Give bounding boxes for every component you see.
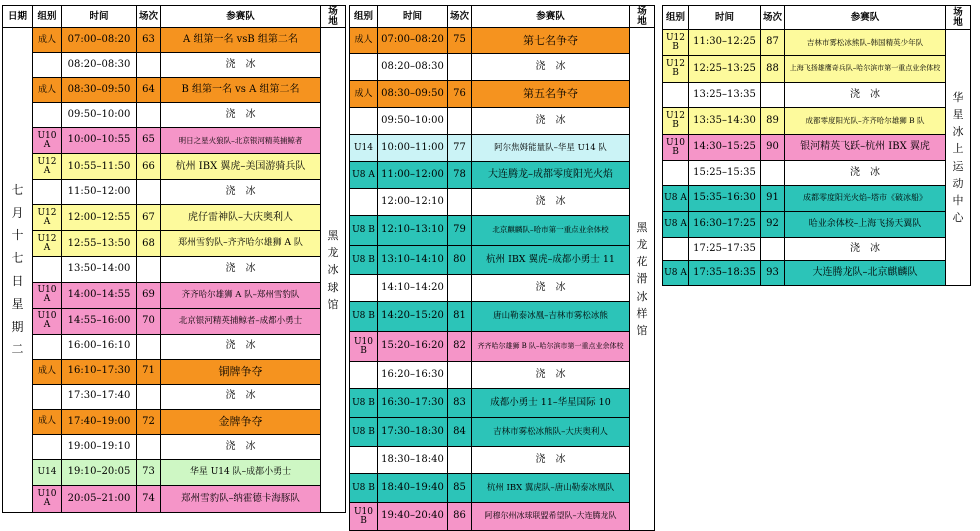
header-time: 时间 bbox=[62, 6, 137, 28]
match-cell: 齐齐哈尔雄狮 A 队–郑州雪豹队 bbox=[161, 282, 321, 308]
match-cell: 上海飞扬雄鹰奇兵队–哈尔滨市第一重点业余体校 bbox=[785, 56, 946, 83]
time-cell: 16:00–16:10 bbox=[62, 334, 137, 359]
time-cell: 12:00–12:55 bbox=[62, 205, 137, 231]
match-no-cell: 73 bbox=[137, 459, 161, 485]
header-date: 日期 bbox=[3, 6, 33, 28]
match-cell: 大连腾龙–成都零度阳光火焰 bbox=[472, 162, 630, 189]
time-cell: 08:20–08:30 bbox=[62, 53, 137, 78]
time-cell: 16:10–17:30 bbox=[62, 359, 137, 384]
match-no-cell: 67 bbox=[137, 205, 161, 231]
time-cell: 13:50–14:00 bbox=[62, 257, 137, 282]
match-no-cell bbox=[137, 257, 161, 282]
match-no-cell bbox=[137, 384, 161, 409]
match-no-cell bbox=[137, 180, 161, 205]
header-time: 时间 bbox=[689, 6, 761, 30]
match-no-cell: 83 bbox=[448, 389, 472, 418]
group-cell: U12 A bbox=[33, 154, 62, 180]
match-no-cell: 75 bbox=[448, 28, 472, 54]
match-cell: 华星 U14 队–成都小勇士 bbox=[161, 459, 321, 485]
match-no-cell bbox=[448, 447, 472, 474]
group-cell: U8 B bbox=[350, 246, 378, 275]
match-cell: 浇 冰 bbox=[472, 108, 630, 135]
time-cell: 17:35–18:35 bbox=[689, 261, 761, 286]
match-no-cell: 74 bbox=[137, 485, 161, 512]
match-cell: 杭州 IBX 翼虎队–唐山勒泰冰凰队 bbox=[472, 474, 630, 503]
header-match-no: 场次 bbox=[761, 6, 785, 30]
match-cell: 成都零度阳光火焰–塔市《破冰船》 bbox=[785, 186, 946, 212]
group-cell bbox=[350, 447, 378, 474]
group-cell: U12 B bbox=[663, 56, 689, 83]
group-cell: U14 bbox=[350, 135, 378, 162]
match-cell: 浇 冰 bbox=[472, 54, 630, 81]
match-no-cell: 76 bbox=[448, 81, 472, 108]
time-cell: 08:30–09:50 bbox=[378, 81, 448, 108]
time-cell: 15:35–16:30 bbox=[689, 186, 761, 212]
match-cell: 浇 冰 bbox=[161, 53, 321, 78]
group-cell: U10 A bbox=[33, 308, 62, 334]
group-cell: U12 B bbox=[663, 108, 689, 135]
match-cell: 金牌争夺 bbox=[161, 409, 321, 434]
time-cell: 19:00–19:10 bbox=[62, 434, 137, 459]
match-no-cell bbox=[448, 54, 472, 81]
time-cell: 18:40–19:40 bbox=[378, 474, 448, 503]
time-cell: 12:25–13:25 bbox=[689, 56, 761, 83]
match-no-cell: 93 bbox=[761, 261, 785, 286]
time-cell: 07:00–08:20 bbox=[62, 28, 137, 53]
time-cell: 13:25–13:35 bbox=[689, 83, 761, 108]
match-cell: 杭州 IBX 翼虎–美国游骑兵队 bbox=[161, 154, 321, 180]
group-cell bbox=[663, 238, 689, 261]
match-cell: 浇 冰 bbox=[161, 334, 321, 359]
match-no-cell: 65 bbox=[137, 128, 161, 154]
time-cell: 10:00–11:00 bbox=[378, 135, 448, 162]
match-no-cell: 72 bbox=[137, 409, 161, 434]
time-cell: 08:20–08:30 bbox=[378, 54, 448, 81]
group-cell: U8 A bbox=[663, 261, 689, 286]
match-cell: 郑州雪豹队–纳霍德卡海豚队 bbox=[161, 485, 321, 512]
time-cell: 17:25–17:35 bbox=[689, 238, 761, 261]
group-cell bbox=[663, 83, 689, 108]
group-cell bbox=[350, 189, 378, 216]
time-cell: 17:30–17:40 bbox=[62, 384, 137, 409]
match-no-cell: 88 bbox=[761, 56, 785, 83]
header-teams: 参赛队 bbox=[785, 6, 946, 30]
schedule-table-3 bbox=[662, 5, 971, 286]
group-cell: U8 A bbox=[663, 186, 689, 212]
group-cell: U10 B bbox=[663, 135, 689, 161]
date-cell: 七月十七日星期二 bbox=[3, 28, 33, 513]
match-cell: 浇 冰 bbox=[161, 434, 321, 459]
match-no-cell bbox=[448, 275, 472, 302]
match-no-cell: 90 bbox=[761, 135, 785, 161]
group-cell bbox=[33, 53, 62, 78]
group-cell: 成人 bbox=[33, 78, 62, 103]
header-group: 组别 bbox=[350, 6, 378, 28]
venue-cell: 黑龙冰球馆 bbox=[321, 28, 346, 513]
match-cell: 北京银河精英捕鲸者–成都小勇士 bbox=[161, 308, 321, 334]
match-cell: 铜牌争夺 bbox=[161, 359, 321, 384]
match-cell: 浇 冰 bbox=[472, 447, 630, 474]
match-no-cell bbox=[137, 334, 161, 359]
time-cell: 10:00–10:55 bbox=[62, 128, 137, 154]
group-cell: U14 bbox=[33, 459, 62, 485]
match-cell: 阿尔焦姆能量队–华星 U14 队 bbox=[472, 135, 630, 162]
match-no-cell: 89 bbox=[761, 108, 785, 135]
time-cell: 15:20–16:20 bbox=[378, 332, 448, 362]
match-no-cell: 81 bbox=[448, 302, 472, 332]
group-cell bbox=[33, 434, 62, 459]
match-cell: 杭州 IBX 翼虎–成都小勇士 11 bbox=[472, 246, 630, 275]
match-no-cell bbox=[761, 238, 785, 261]
time-cell: 09:50–10:00 bbox=[378, 108, 448, 135]
match-cell: 吉林市雾松冰熊队–韩国精英少年队 bbox=[785, 30, 946, 56]
group-cell bbox=[33, 384, 62, 409]
match-no-cell: 82 bbox=[448, 332, 472, 362]
match-cell: 浇 冰 bbox=[472, 189, 630, 216]
match-no-cell bbox=[137, 434, 161, 459]
time-cell: 20:05–21:00 bbox=[62, 485, 137, 512]
group-cell bbox=[663, 161, 689, 186]
match-no-cell bbox=[761, 161, 785, 186]
match-cell: 浇 冰 bbox=[161, 103, 321, 128]
match-no-cell: 86 bbox=[448, 503, 472, 531]
group-cell: U10 B bbox=[350, 503, 378, 531]
group-cell: U8 B bbox=[350, 302, 378, 332]
match-no-cell: 92 bbox=[761, 212, 785, 238]
match-cell: 第五名争夺 bbox=[472, 81, 630, 108]
time-cell: 13:10–14:10 bbox=[378, 246, 448, 275]
group-cell: U12 A bbox=[33, 231, 62, 257]
match-no-cell: 66 bbox=[137, 154, 161, 180]
header-match-no: 场次 bbox=[137, 6, 161, 28]
group-cell: U10 A bbox=[33, 128, 62, 154]
time-cell: 11:50–12:00 bbox=[62, 180, 137, 205]
schedule-table-1 bbox=[2, 5, 346, 513]
match-cell: 浇 冰 bbox=[161, 257, 321, 282]
match-cell: 郑州雪豹队–齐齐哈尔雄狮 A 队 bbox=[161, 231, 321, 257]
header-venue: 场地 bbox=[946, 6, 971, 30]
match-no-cell: 91 bbox=[761, 186, 785, 212]
time-cell: 12:10–13:10 bbox=[378, 216, 448, 246]
time-cell: 10:55–11:50 bbox=[62, 154, 137, 180]
match-no-cell: 71 bbox=[137, 359, 161, 384]
time-cell: 17:30–18:30 bbox=[378, 418, 448, 447]
group-cell: U8 A bbox=[663, 212, 689, 238]
group-cell: 成人 bbox=[33, 28, 62, 53]
match-cell: 浇 冰 bbox=[472, 275, 630, 302]
time-cell: 13:35–14:30 bbox=[689, 108, 761, 135]
match-no-cell: 64 bbox=[137, 78, 161, 103]
group-cell: 成人 bbox=[350, 28, 378, 54]
match-no-cell bbox=[137, 53, 161, 78]
match-cell: 浇 冰 bbox=[785, 161, 946, 186]
group-cell bbox=[350, 54, 378, 81]
group-cell bbox=[350, 108, 378, 135]
header-match-no: 场次 bbox=[448, 6, 472, 28]
match-cell: 大连腾龙队–北京麒麟队 bbox=[785, 261, 946, 286]
match-cell: 阿穆尔州冰球联盟希望队–大连腾龙队 bbox=[472, 503, 630, 531]
match-no-cell: 85 bbox=[448, 474, 472, 503]
header-group: 组别 bbox=[663, 6, 689, 30]
match-no-cell bbox=[448, 362, 472, 389]
time-cell: 19:10–20:05 bbox=[62, 459, 137, 485]
match-cell: 吉林市雾松冰熊队–大庆奥利人 bbox=[472, 418, 630, 447]
match-no-cell: 68 bbox=[137, 231, 161, 257]
match-no-cell: 79 bbox=[448, 216, 472, 246]
match-no-cell: 77 bbox=[448, 135, 472, 162]
group-cell: U10 B bbox=[350, 332, 378, 362]
match-cell: 浇 冰 bbox=[161, 384, 321, 409]
header-time: 时间 bbox=[378, 6, 448, 28]
group-cell bbox=[33, 103, 62, 128]
match-no-cell: 84 bbox=[448, 418, 472, 447]
match-cell: 成都零度阳光队–齐齐哈尔雄狮 B 队 bbox=[785, 108, 946, 135]
group-cell: U8 B bbox=[350, 418, 378, 447]
schedule-table-2 bbox=[349, 5, 655, 531]
time-cell: 19:40–20:40 bbox=[378, 503, 448, 531]
match-cell: 虎仔雷神队–大庆奥利人 bbox=[161, 205, 321, 231]
group-cell bbox=[33, 334, 62, 359]
group-cell bbox=[350, 362, 378, 389]
match-cell: 哈业余体校–上海飞扬天翼队 bbox=[785, 212, 946, 238]
time-cell: 14:30–15:25 bbox=[689, 135, 761, 161]
match-no-cell: 63 bbox=[137, 28, 161, 53]
match-cell: 第七名争夺 bbox=[472, 28, 630, 54]
match-no-cell bbox=[761, 83, 785, 108]
match-cell: 成都小勇士 11–华星国际 10 bbox=[472, 389, 630, 418]
group-cell: U10 A bbox=[33, 282, 62, 308]
time-cell: 14:10–14:20 bbox=[378, 275, 448, 302]
group-cell: U8 B bbox=[350, 216, 378, 246]
time-cell: 14:55–16:00 bbox=[62, 308, 137, 334]
time-cell: 14:20–15:20 bbox=[378, 302, 448, 332]
match-cell: 浇 冰 bbox=[472, 362, 630, 389]
match-no-cell bbox=[137, 103, 161, 128]
group-cell bbox=[350, 275, 378, 302]
group-cell: U10 A bbox=[33, 485, 62, 512]
time-cell: 14:00–14:55 bbox=[62, 282, 137, 308]
header-group: 组别 bbox=[33, 6, 62, 28]
group-cell: U12 B bbox=[663, 30, 689, 56]
header-venue: 场地 bbox=[630, 6, 655, 28]
venue-cell: 黑龙花滑冰样馆 bbox=[630, 28, 655, 531]
group-cell: 成人 bbox=[350, 81, 378, 108]
match-cell: B 组第一名 vs A 组第二名 bbox=[161, 78, 321, 103]
time-cell: 09:50–10:00 bbox=[62, 103, 137, 128]
match-cell: 浇 冰 bbox=[161, 180, 321, 205]
match-cell: 明日之星火狼队–北京银河精英捕鲸者 bbox=[161, 128, 321, 154]
time-cell: 16:30–17:30 bbox=[378, 389, 448, 418]
venue-cell: 华星冰上运动中心 bbox=[946, 30, 971, 286]
time-cell: 16:20–16:30 bbox=[378, 362, 448, 389]
group-cell: 成人 bbox=[33, 359, 62, 384]
time-cell: 15:25–15:35 bbox=[689, 161, 761, 186]
group-cell: U12 A bbox=[33, 205, 62, 231]
header-venue: 场地 bbox=[321, 6, 346, 28]
match-cell: 唐山勒泰冰凰–吉林市雾松冰熊 bbox=[472, 302, 630, 332]
match-no-cell: 70 bbox=[137, 308, 161, 334]
group-cell: U8 B bbox=[350, 389, 378, 418]
match-no-cell bbox=[448, 189, 472, 216]
match-cell: 银河精英飞跃–杭州 IBX 翼虎 bbox=[785, 135, 946, 161]
time-cell: 17:40–19:00 bbox=[62, 409, 137, 434]
group-cell: U8 B bbox=[350, 474, 378, 503]
group-cell bbox=[33, 180, 62, 205]
group-cell bbox=[33, 257, 62, 282]
header-teams: 参赛队 bbox=[472, 6, 630, 28]
match-no-cell: 80 bbox=[448, 246, 472, 275]
match-cell: 浇 冰 bbox=[785, 238, 946, 261]
time-cell: 18:30–18:40 bbox=[378, 447, 448, 474]
match-cell: A 组第一名 vsB 组第二名 bbox=[161, 28, 321, 53]
time-cell: 08:30–09:50 bbox=[62, 78, 137, 103]
time-cell: 12:00–12:10 bbox=[378, 189, 448, 216]
match-no-cell: 87 bbox=[761, 30, 785, 56]
match-no-cell: 78 bbox=[448, 162, 472, 189]
match-cell: 浇 冰 bbox=[785, 83, 946, 108]
time-cell: 16:30–17:25 bbox=[689, 212, 761, 238]
header-teams: 参赛队 bbox=[161, 6, 321, 28]
group-cell: 成人 bbox=[33, 409, 62, 434]
time-cell: 12:55–13:50 bbox=[62, 231, 137, 257]
match-cell: 北京麒麟队–哈市第一重点业余体校 bbox=[472, 216, 630, 246]
match-no-cell: 69 bbox=[137, 282, 161, 308]
time-cell: 11:00–12:00 bbox=[378, 162, 448, 189]
time-cell: 07:00–08:20 bbox=[378, 28, 448, 54]
group-cell: U8 A bbox=[350, 162, 378, 189]
time-cell: 11:30–12:25 bbox=[689, 30, 761, 56]
match-cell: 齐齐哈尔雄狮 B 队–哈尔滨市第一重点业余体校 bbox=[472, 332, 630, 362]
match-no-cell bbox=[448, 108, 472, 135]
